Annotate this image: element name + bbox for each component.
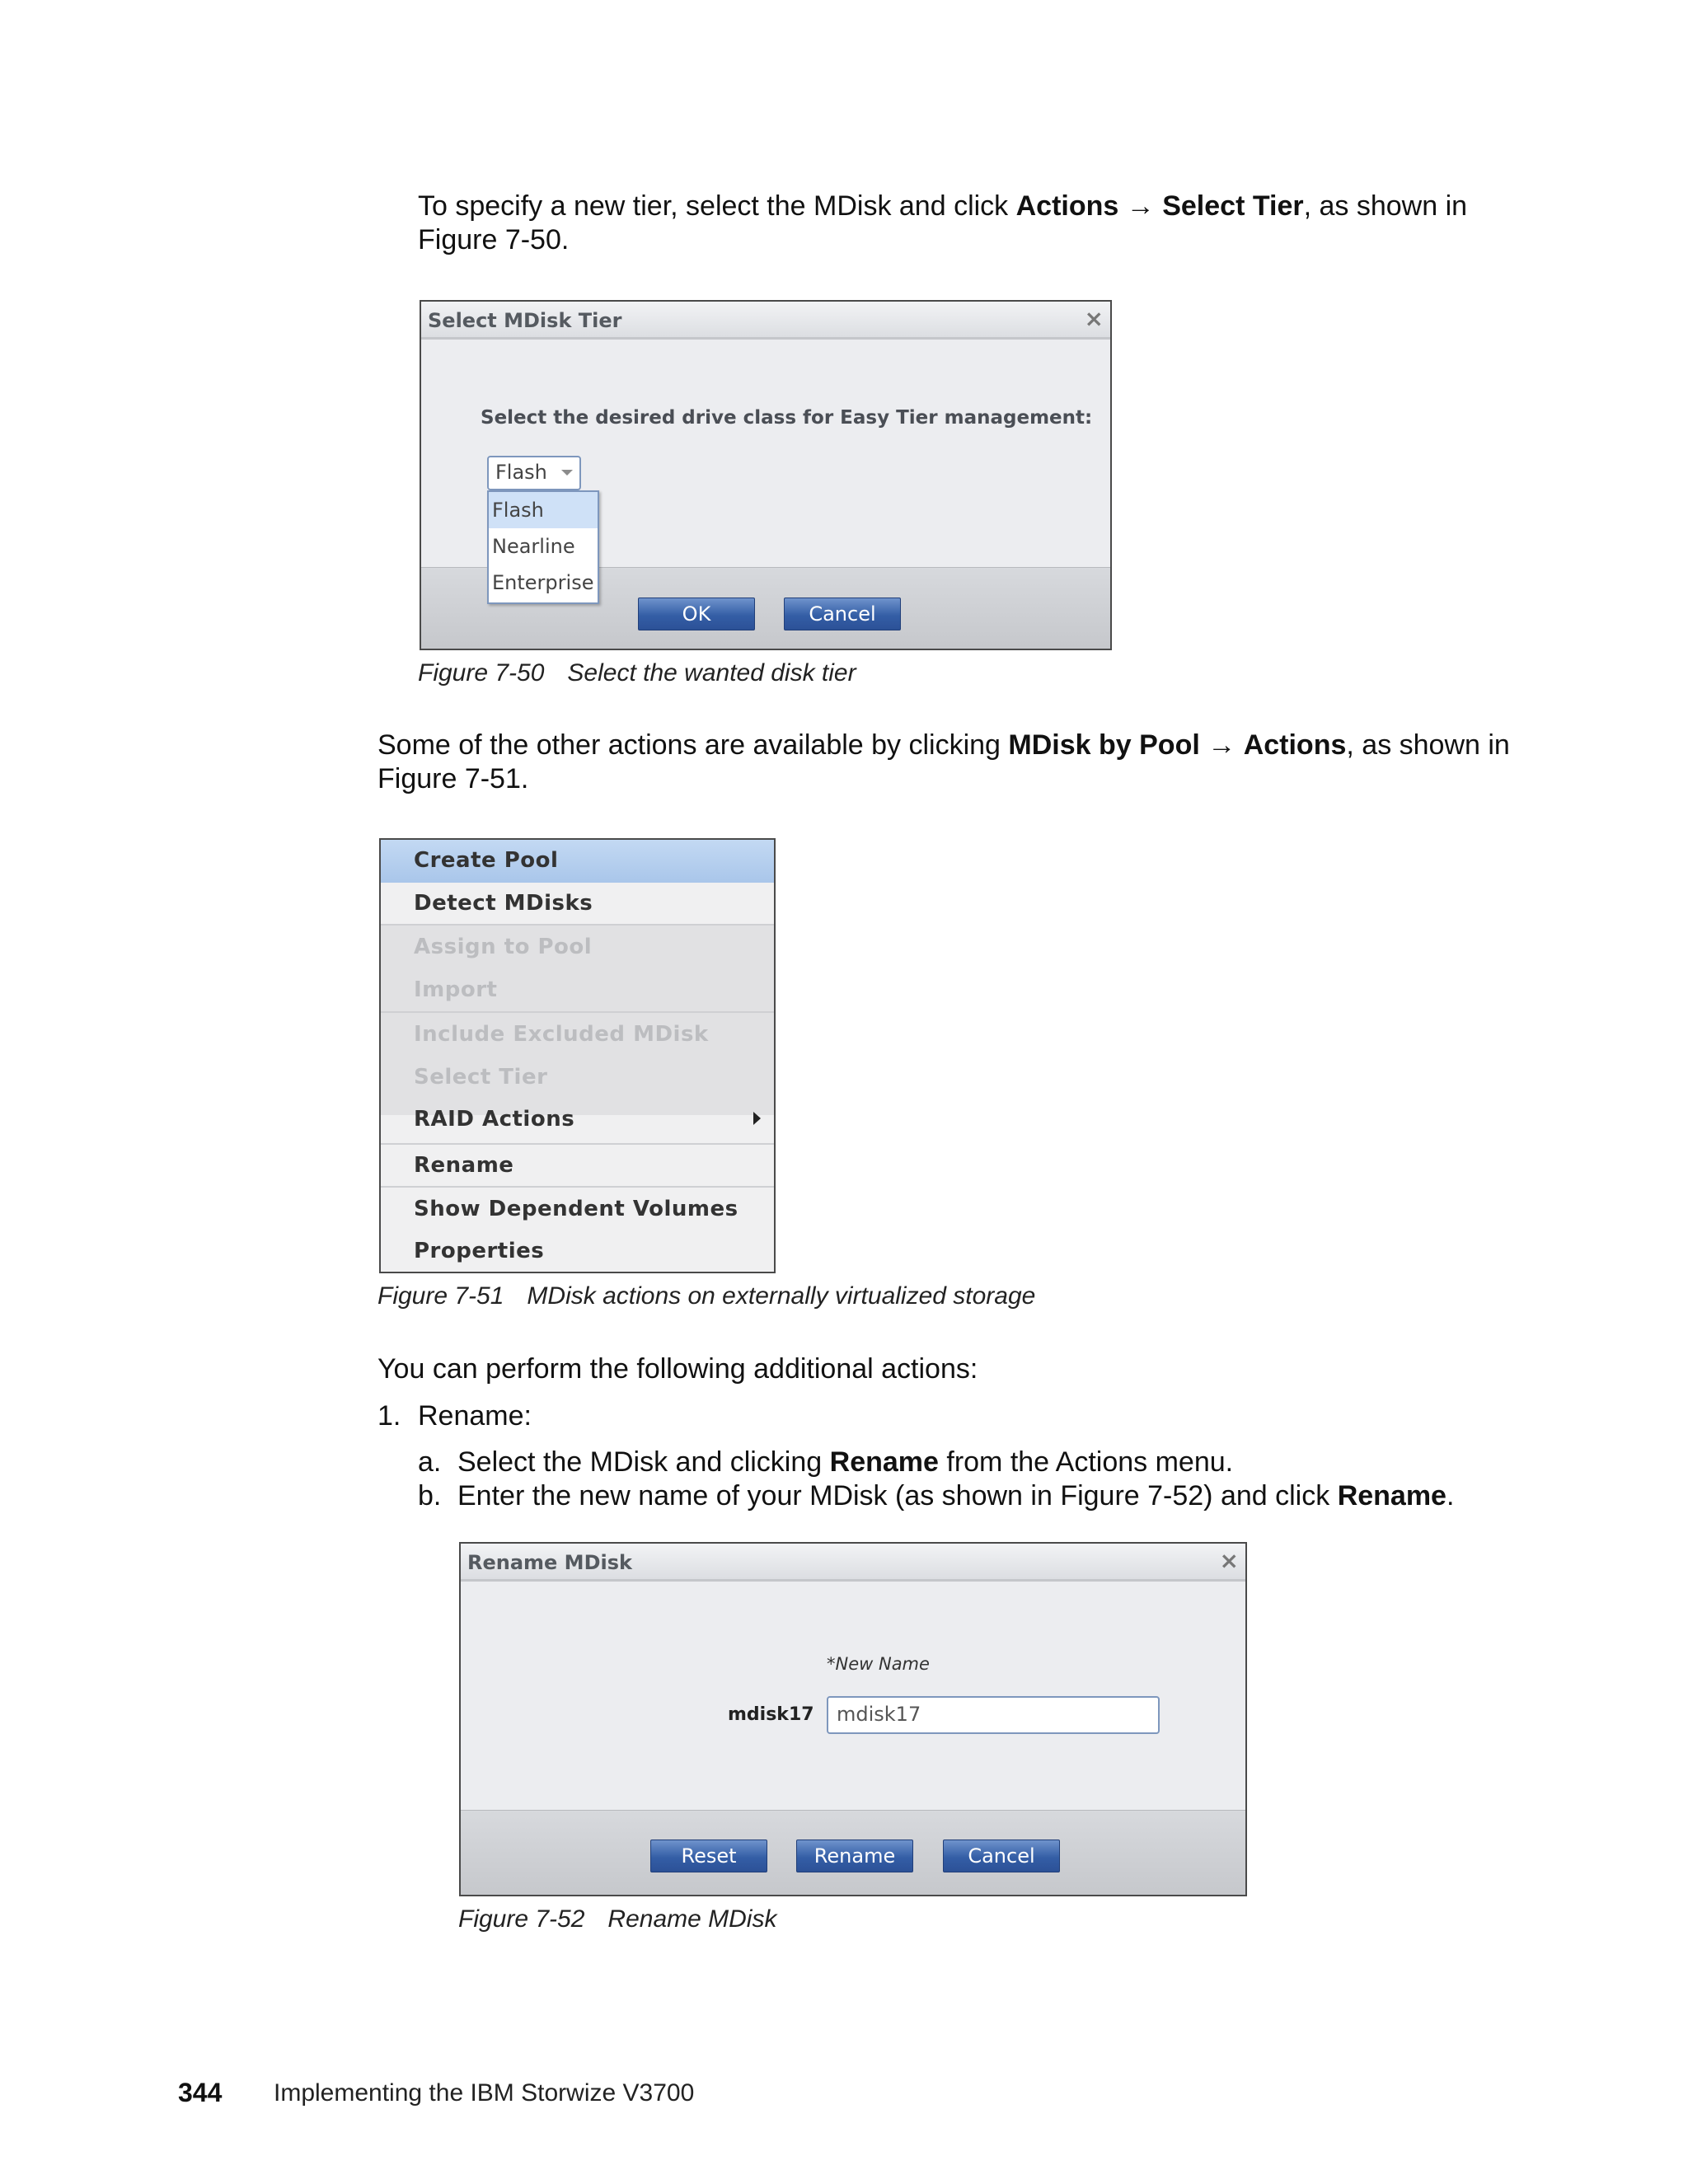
reset-button[interactable]: Reset (650, 1840, 767, 1872)
list-item-text: Rename: (418, 1400, 532, 1432)
actions-line-1 (377, 729, 1510, 762)
sub-item-a-part1: Select the MDisk and clicking (457, 1446, 830, 1478)
book-title: Implementing the IBM Storwize V3700 (274, 2079, 695, 2107)
actions-paragraph (377, 729, 1510, 796)
actions-line-2: Figure 7-51. (377, 763, 529, 794)
menu-item-detect-mdisks[interactable]: Detect MDisks (414, 891, 593, 916)
actions-term: Actions (1015, 190, 1119, 222)
caption-number: Figure 7-51 (377, 1282, 504, 1310)
rename-mdisk-dialog (459, 1542, 1247, 1896)
intro-text: To specify a new tier, select the MDisk and click (418, 190, 1016, 222)
figure-7-52-caption (458, 1905, 776, 1933)
new-name-label: *New Name (827, 1654, 930, 1674)
menu-item-raid-actions[interactable] (381, 1100, 774, 1141)
caption-text: Rename MDisk (607, 1905, 777, 1933)
sub-item-a (418, 1446, 1234, 1479)
mdisk-by-pool-term: MDisk by Pool (1008, 729, 1200, 761)
rename-button[interactable]: Rename (796, 1840, 913, 1872)
menu-item-create-pool[interactable]: Create Pool (381, 840, 774, 883)
select-tier-term: Select Tier (1162, 190, 1304, 222)
rename-term: Rename (1337, 1480, 1447, 1511)
sub-item-letter: a. (418, 1446, 442, 1478)
option-flash[interactable]: Flash (489, 492, 598, 528)
menu-item-properties[interactable]: Properties (414, 1239, 545, 1263)
cancel-button[interactable]: Cancel (943, 1840, 1060, 1872)
menu-item-show-dependent-volumes[interactable]: Show Dependent Volumes (414, 1197, 738, 1221)
close-icon[interactable]: × (1219, 1547, 1239, 1574)
cancel-button[interactable]: Cancel (784, 598, 901, 630)
new-name-input[interactable]: mdisk17 (827, 1696, 1160, 1734)
list-number: 1. (377, 1400, 401, 1432)
intro-line-2: Figure 7-50. (418, 224, 570, 255)
list-item-1 (377, 1399, 532, 1433)
sub-item-b-part2: . (1446, 1480, 1455, 1511)
sub-item-letter: b. (418, 1480, 442, 1511)
current-name-label: mdisk17 (728, 1704, 814, 1725)
intro-paragraph (418, 190, 1467, 257)
sub-item-a-part2: from the Actions menu. (938, 1446, 1234, 1478)
rename-term: Rename (829, 1446, 939, 1478)
menu-item-import: Import (414, 977, 498, 1002)
menu-item-include-excluded-mdisk: Include Excluded MDisk (414, 1022, 709, 1047)
close-icon[interactable]: × (1084, 305, 1104, 332)
arrow-glyph: → (1118, 190, 1163, 222)
arrow-glyph: → (1199, 729, 1244, 761)
dialog-title: Select MDisk Tier (421, 302, 1110, 340)
caption-text: MDisk actions on externally virtualized storage (527, 1282, 1036, 1310)
option-nearline[interactable]: Nearline (492, 535, 575, 558)
ok-button[interactable]: OK (638, 598, 755, 630)
tier-combo[interactable] (487, 456, 581, 490)
actions-term: Actions (1243, 729, 1347, 761)
figure-7-50-caption (418, 659, 856, 687)
intro-text-end: , as shown in (1303, 190, 1468, 222)
sub-item-b (418, 1479, 1455, 1513)
menu-item-select-tier: Select Tier (414, 1065, 548, 1090)
raid-actions-label: RAID Actions (414, 1107, 575, 1132)
chevron-down-icon (561, 470, 573, 476)
figure-7-51-caption (377, 1282, 1035, 1310)
intro-line-1 (418, 190, 1467, 223)
option-enterprise[interactable]: Enterprise (492, 571, 594, 594)
tier-combo-value: Flash (495, 461, 547, 484)
tier-dropdown-list (487, 490, 599, 604)
para2-text: Some of the other actions are available by clicking (377, 729, 1009, 761)
para2-text-end: , as shown in (1346, 729, 1510, 761)
sub-item-b-text (457, 1479, 1454, 1513)
caption-number: Figure 7-52 (458, 1905, 585, 1933)
dialog-title: Rename MDisk (461, 1544, 1245, 1582)
menu-item-rename[interactable]: Rename (414, 1153, 514, 1178)
tier-prompt: Select the desired drive class for Easy Tier management: (481, 407, 1093, 429)
sub-item-a-text (457, 1446, 1233, 1479)
caption-text: Select the wanted disk tier (567, 659, 856, 687)
sub-item-b-part1: Enter the new name of your MDisk (as shown in Figure 7-52) and click (457, 1480, 1338, 1511)
mdisk-actions-menu (379, 838, 776, 1273)
chevron-right-icon (753, 1112, 761, 1125)
menu-item-assign-to-pool: Assign to Pool (414, 935, 593, 959)
caption-number: Figure 7-50 (418, 659, 545, 687)
page-number: 344 (178, 2078, 223, 2107)
select-mdisk-tier-dialog (420, 300, 1112, 650)
additional-actions-intro: You can perform the following additional actions: (377, 1353, 978, 1385)
